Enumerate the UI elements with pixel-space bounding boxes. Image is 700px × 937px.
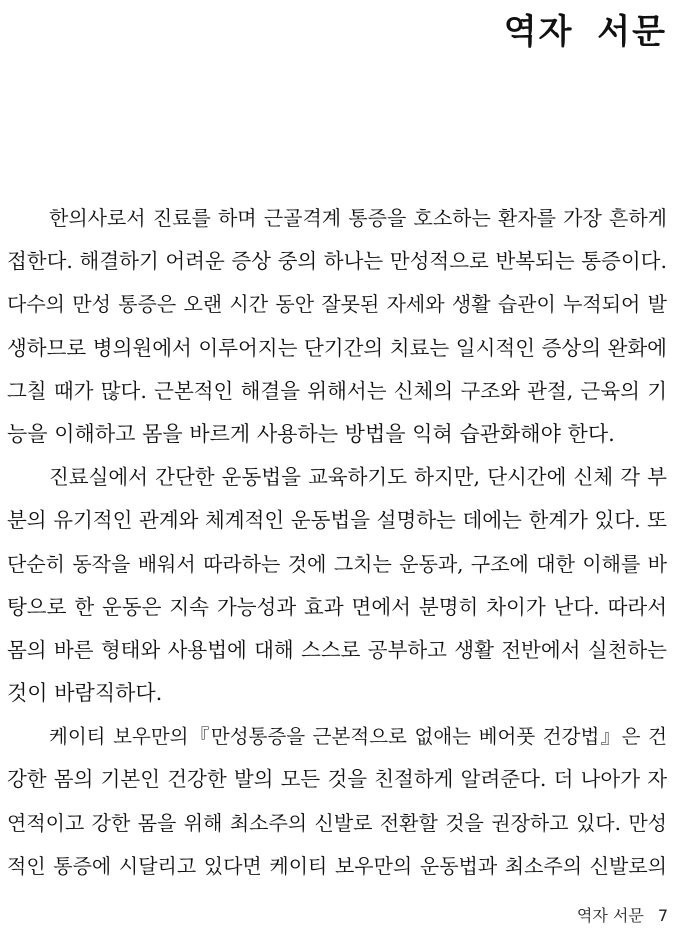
page-number: 7 [657, 906, 668, 925]
paragraph-2-line-6: 것이 바람직하다. [7, 681, 163, 706]
paragraph-1-line-2: 접한다. 해결하기 어려운 증상 중의 하나는 만성적으로 반복되는 통증이다. [7, 249, 667, 274]
paragraph-1-line-3: 다수의 만성 통증은 오랜 시간 동안 잘못된 자세와 생활 습관이 누적되어 발 [7, 292, 667, 317]
paragraph-3-line-4: 적인 통증에 시달리고 있다면 케이티 보우만의 운동법과 최소주의 신발로의 [7, 853, 667, 878]
paragraph-3-line-2: 강한 몸의 기본인 건강한 발의 모든 것을 친절하게 알려준다. 더 나아가 자 [7, 767, 667, 792]
paragraph-1-line-4: 생하므로 병의원에서 이루어지는 단기간의 치료는 일시적인 증상의 완화에 [7, 335, 667, 360]
page-title: 역자 서문 [503, 12, 667, 52]
footer-section-label: 역자 서문 [576, 906, 644, 925]
page-footer [577, 903, 668, 926]
paragraph-2-line-1: 진료실에서 간단한 운동법을 교육하기도 하지만, 단시간에 신체 각 부 [49, 465, 667, 490]
paragraph-2-line-2: 분의 유기적인 관계와 체계적인 운동법을 설명하는 데에는 한계가 있다. 또 [7, 508, 667, 533]
paragraph-1-line-1: 한의사로서 진료를 하며 근골격계 통증을 호소하는 환자를 가장 흔하게 [49, 206, 667, 230]
paragraph-1-line-6: 능을 이해하고 몸을 바르게 사용하는 방법을 익혀 습관화해야 한다. [7, 421, 615, 446]
paragraph-2-line-3: 단순히 동작을 배워서 따라하는 것에 그치는 운동과, 구조에 대한 이해를 바 [7, 551, 667, 576]
paragraph-3-line-1: 케이티 보우만의『만성통증을 근본적으로 없애는 베어풋 건강법』은 건 [49, 725, 667, 749]
paragraph-3-line-3: 연적이고 강한 몸을 위해 최소주의 신발로 전환할 것을 권장하고 있다. 만성 [7, 810, 667, 835]
paragraph-2-line-4: 탕으로 한 운동은 지속 가능성과 효과 면에서 분명히 차이가 난다. 따라서 [7, 594, 667, 619]
body-text [7, 197, 667, 888]
paragraph-1-line-5: 그칠 때가 많다. 근본적인 해결을 위해서는 신체의 구조와 관절, 근육의 기 [7, 378, 667, 403]
paragraph-2-line-5: 몸의 바른 형태와 사용법에 대해 스스로 공부하고 생활 전반에서 실천하는 [7, 637, 667, 662]
